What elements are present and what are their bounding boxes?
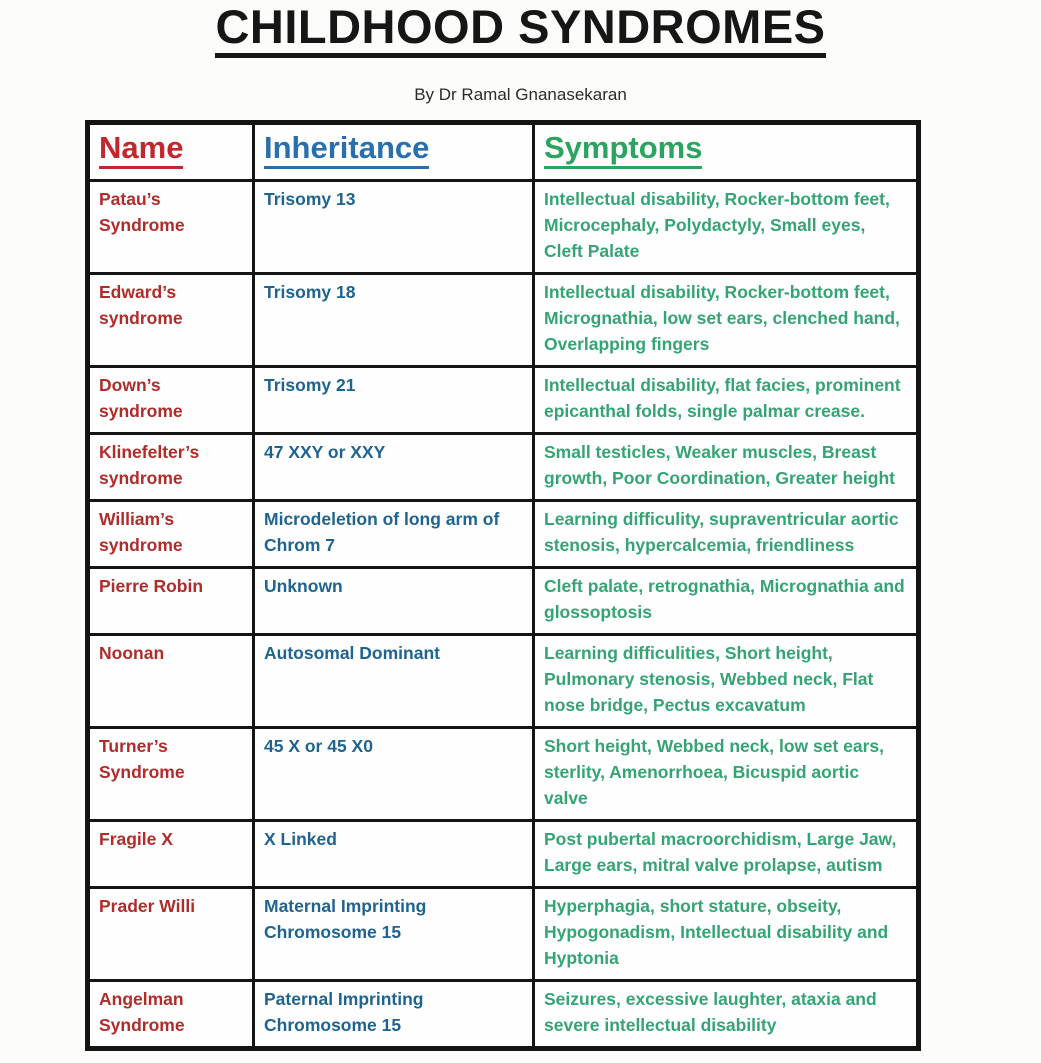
inheritance-cell: X Linked	[254, 821, 534, 888]
column-header-inheritance-label: Inheritance	[264, 131, 429, 169]
table-row	[88, 981, 919, 1049]
column-header-inheritance	[254, 123, 534, 181]
symptoms-cell: Intellectual disability, Rocker-bottom feet, Micrognathia, low set ears, clenched hand, Overlapping fingers	[534, 274, 919, 367]
table-row	[88, 367, 919, 434]
symptoms-cell: Small testicles, Weaker muscles, Breast growth, Poor Coordination, Greater height	[534, 434, 919, 501]
symptoms-cell: Intellectual disability, Rocker-bottom feet, Microcephaly, Polydactyly, Small eyes, Cleft Palate	[534, 181, 919, 274]
name-cell: Klinefelter’s syndrome	[88, 434, 254, 501]
inheritance-cell: 47 XXY or XXY	[254, 434, 534, 501]
inheritance-cell: Trisomy 18	[254, 274, 534, 367]
inheritance-cell: Trisomy 21	[254, 367, 534, 434]
table-row	[88, 274, 919, 367]
name-cell: Fragile X	[88, 821, 254, 888]
name-cell: Prader Willi	[88, 888, 254, 981]
syndromes-table	[85, 120, 921, 1051]
title-area	[0, 0, 1041, 58]
header-row	[88, 123, 919, 181]
inheritance-cell: Unknown	[254, 568, 534, 635]
symptoms-cell: Short height, Webbed neck, low set ears, sterlity, Amenorrhoea, Bicuspid aortic valve	[534, 728, 919, 821]
table-row	[88, 434, 919, 501]
page-title: CHILDHOOD SYNDROMES	[215, 2, 825, 58]
name-cell: Down’s syndrome	[88, 367, 254, 434]
table-row	[88, 821, 919, 888]
inheritance-cell: Autosomal Dominant	[254, 635, 534, 728]
name-cell: Edward’s syndrome	[88, 274, 254, 367]
column-header-name-label: Name	[99, 131, 183, 169]
column-header-symptoms	[534, 123, 919, 181]
author-byline: By Dr Ramal Gnanasekaran	[414, 85, 627, 104]
table-row	[88, 888, 919, 981]
table-row	[88, 635, 919, 728]
table-row	[88, 181, 919, 274]
table-row	[88, 728, 919, 821]
inheritance-cell: Trisomy 13	[254, 181, 534, 274]
inheritance-cell: Paternal Imprinting Chromosome 15	[254, 981, 534, 1049]
column-header-symptoms-label: Symptoms	[544, 131, 702, 169]
symptoms-cell: Hyperphagia, short stature, obseity, Hypogonadism, Intellectual disability and Hyptonia	[534, 888, 919, 981]
symptoms-cell: Learning difficulity, supraventricular aortic stenosis, hypercalcemia, friendliness	[534, 501, 919, 568]
symptoms-cell: Intellectual disability, flat facies, prominent epicanthal folds, single palmar crease.	[534, 367, 919, 434]
table-row	[88, 501, 919, 568]
symptoms-cell: Cleft palate, retrognathia, Micrognathia and glossoptosis	[534, 568, 919, 635]
name-cell: Pierre Robin	[88, 568, 254, 635]
name-cell: Patau’s Syndrome	[88, 181, 254, 274]
inheritance-cell: Microdeletion of long arm of Chrom 7	[254, 501, 534, 568]
inheritance-cell: Maternal Imprinting Chromosome 15	[254, 888, 534, 981]
name-cell: William’s syndrome	[88, 501, 254, 568]
name-cell: Turner’s Syndrome	[88, 728, 254, 821]
table-row	[88, 568, 919, 635]
inheritance-cell: 45 X or 45 X0	[254, 728, 534, 821]
name-cell: Angelman Syndrome	[88, 981, 254, 1049]
symptoms-cell: Post pubertal macroorchidism, Large Jaw, Large ears, mitral valve prolapse, autism	[534, 821, 919, 888]
column-header-name	[88, 123, 254, 181]
symptoms-cell: Learning difficulities, Short height, Pulmonary stenosis, Webbed neck, Flat nose bridge, Pectus excavatum	[534, 635, 919, 728]
name-cell: Noonan	[88, 635, 254, 728]
symptoms-cell: Seizures, excessive laughter, ataxia and severe intellectual disability	[534, 981, 919, 1049]
